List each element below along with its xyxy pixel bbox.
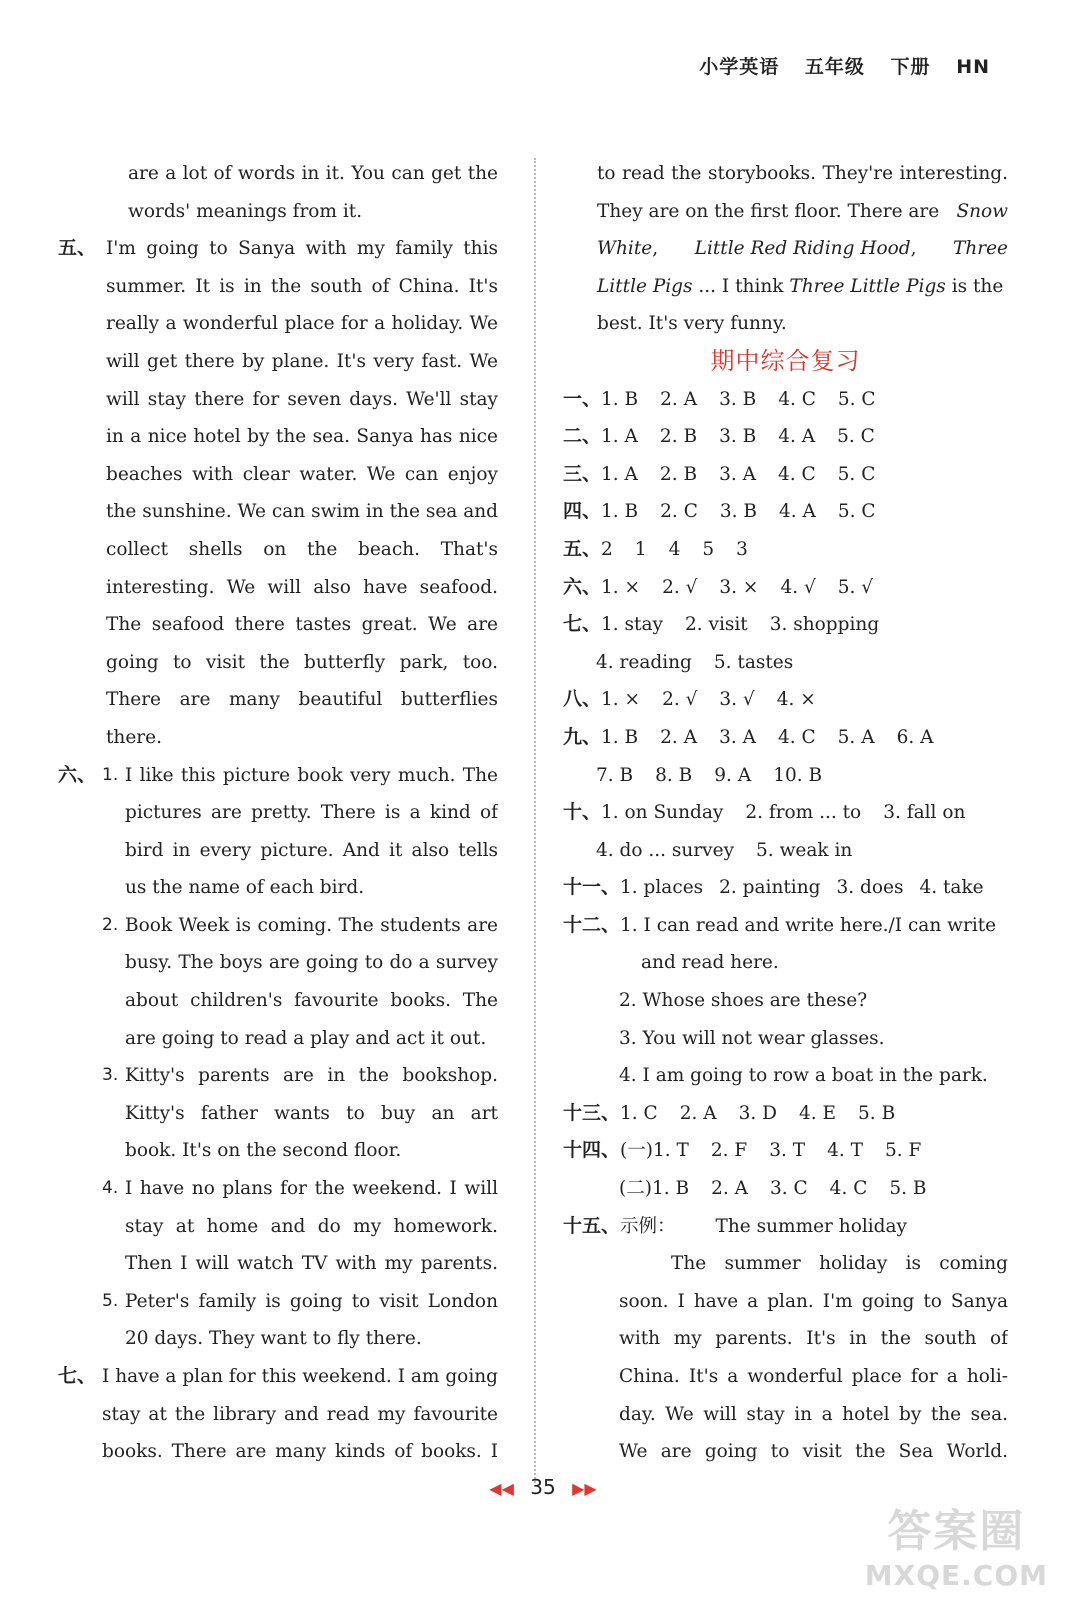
essay-title: The summer holiday (715, 1215, 907, 1237)
answer-row (596, 757, 1008, 795)
answer-item: 1. B (601, 726, 639, 748)
answer-item: 5. B (858, 1102, 896, 1124)
answer-item: 5. C (837, 463, 876, 485)
answer-item: 10. B (773, 764, 823, 786)
answer-key (563, 381, 1008, 1471)
text-line: Book Week is coming. The students are (125, 914, 498, 936)
answer-item: 7. B (596, 764, 634, 786)
answer-row (563, 1132, 1008, 1170)
essay-body (619, 1245, 1008, 1471)
answer-row (563, 418, 1008, 456)
answer-item (102, 1283, 498, 1358)
answer-row (563, 794, 1008, 832)
answer-row: 4. I am going to row a boat in the park. (619, 1065, 988, 1087)
question-label: 二、 (563, 425, 602, 448)
text-line: We are going to visit the Sea World. (619, 1441, 1008, 1463)
answer-item: 9. A (714, 764, 752, 786)
text-line: going to visit the butterfly park, too. (106, 651, 498, 673)
text-line: Kitty's parents are in the bookshop. (125, 1065, 498, 1087)
answer-item: 4. C (777, 463, 816, 485)
answer-row (619, 1170, 1008, 1208)
answer-row (596, 644, 1008, 682)
text-line: about children's favourite books. The (125, 990, 498, 1012)
text-line: stay at home and do my homework. (125, 1215, 498, 1237)
answer-item: 4. × (776, 689, 816, 711)
column-divider (534, 158, 536, 1483)
answer-item: 1. A (601, 463, 638, 485)
text-line: stay at the library and read my favourite (102, 1403, 498, 1425)
text-line: I have a plan for this weekend. I am going (102, 1366, 498, 1387)
answer-item: 5. √ (837, 576, 874, 598)
answer-row (596, 832, 1008, 870)
answer-item (102, 1057, 498, 1170)
section-title: 期中综合复习 (710, 346, 861, 375)
section-label: 七、 (58, 1365, 97, 1387)
answer-item: 2 (601, 538, 613, 560)
text-line: I like this picture book very much. The (125, 764, 498, 786)
prev-arrows-icon: ◀◀ (489, 1479, 514, 1498)
text-line: Kitty's father wants to buy an art (125, 1102, 498, 1124)
sub-part-label: (一) (620, 1140, 653, 1162)
answer-item: 3 (736, 538, 748, 560)
text-line: the sunshine. We can swim in the sea and (106, 501, 498, 523)
section-label: 五、 (58, 237, 97, 260)
answer-item: 1. places (620, 877, 704, 899)
text-line: are going to read a play and act it out. (125, 1027, 487, 1049)
answer-item: 4. C (778, 388, 816, 410)
text-line: soon. I have a plan. I'm going to Sanya (619, 1290, 1008, 1312)
answer-item: 5. B (889, 1178, 927, 1200)
item-number: 5. (102, 1290, 119, 1311)
text-line: bird in every picture. And it also tells (125, 839, 498, 861)
answer-item: 5. F (884, 1140, 922, 1162)
question-label: 三、 (563, 462, 602, 485)
question-label: 十四、 (563, 1139, 621, 1162)
answer-row (563, 1095, 1008, 1133)
book-title: Snow (956, 200, 1008, 222)
answer-item: 3. × (719, 576, 759, 598)
text-line (597, 193, 1008, 231)
answer-item: 5. C (837, 501, 876, 523)
book-title: Three Little Pigs (789, 275, 946, 297)
text-line: will stay there for seven days. We'll stay (106, 388, 498, 410)
text-span: They are on the first floor. There are (597, 200, 940, 222)
watermark-url: MXQE.COM (864, 1559, 1048, 1592)
question-label: 一、 (563, 387, 602, 410)
text-span: ... I think (692, 275, 790, 297)
answer-item (102, 757, 498, 907)
answer-item: 2. B (659, 463, 698, 485)
page-header (681, 52, 990, 79)
header-grade: 五年级 (804, 56, 865, 78)
answer-item: 3. √ (719, 689, 755, 711)
answer-item: 3. shopping (769, 614, 880, 636)
question-label: 五、 (563, 537, 602, 560)
answer-item: 8. B (655, 764, 693, 786)
answer-item: 2. F (710, 1140, 748, 1162)
question-label: 四、 (563, 500, 602, 523)
question-label: 十、 (563, 801, 602, 824)
text-line: are a lot of words in it. You can get the (128, 163, 498, 184)
answer-item: 4. T (827, 1140, 863, 1162)
right-column (563, 155, 1008, 1471)
answer-row (563, 869, 1008, 907)
left-column (58, 155, 498, 1471)
answer-item: 4. C (829, 1178, 868, 1200)
section-7 (58, 1358, 498, 1471)
text-line: The seafood there tastes great. We are (106, 614, 498, 636)
question-label: 十三、 (563, 1101, 621, 1124)
answer-item: 3. does (836, 877, 904, 899)
item-number: 1. (102, 764, 119, 785)
answer-row (563, 456, 1008, 494)
answer-row (563, 381, 1008, 419)
book-title: White (597, 238, 653, 260)
answer-item: 3. B (719, 501, 757, 523)
answer-item: 4. do ... survey (596, 839, 735, 861)
item-number: 2. (102, 914, 119, 935)
answer-item: 5 (702, 538, 715, 560)
answer-item: 2. visit (684, 614, 748, 636)
answer-item: 3. fall on (883, 802, 966, 824)
answer-row (563, 606, 1008, 644)
header-volume: 下册 (890, 56, 931, 78)
text-line: I'm going to Sanya with my family this (106, 238, 498, 260)
answer-item: 3. T (769, 1140, 806, 1162)
text-line: will get there by plane. It's very fast. We (106, 350, 498, 372)
answer-item: 1 (634, 538, 647, 560)
text-line: pictures are pretty. There is a kind of (125, 802, 498, 824)
answer-item: 3. B (719, 388, 757, 410)
continued-text (597, 155, 1008, 343)
answer-item: 4. √ (780, 576, 816, 598)
text-line: White, Little Red Riding Hood, Three (597, 230, 1008, 268)
next-arrows-icon: ▶▶ (572, 1479, 597, 1498)
text-line: Then I will watch TV with my parents. (125, 1253, 498, 1275)
answer-item: 2. A (679, 1102, 717, 1124)
question-label: 八、 (563, 688, 602, 711)
answer-item: 1. B (601, 388, 639, 410)
text-line: China. It's a wonderful place for a holi- (619, 1366, 1008, 1387)
answer-item: 2. A (711, 1178, 748, 1200)
answer-item: 2. C (660, 501, 698, 523)
answer-item: 1. A (601, 426, 638, 448)
text-line: with my parents. It's in the south of (619, 1328, 1008, 1350)
text-line: There are many beautiful butterflies (106, 689, 498, 711)
answer-item: 3. B (719, 426, 757, 448)
answer-item: 1. stay (601, 614, 663, 636)
answer-item: 4 (668, 538, 681, 560)
section-6 (58, 757, 498, 1359)
header-edition: HN (956, 56, 990, 78)
answer-item: 1. I can read and write here./I can write (620, 914, 997, 936)
answer-item: 2. A (660, 388, 698, 410)
answer-row (563, 531, 1008, 569)
answer-item: 5. C (837, 426, 875, 448)
text-line: The summer holiday is coming (671, 1253, 1008, 1275)
answer-item: 2. √ (662, 576, 698, 598)
section-5 (58, 230, 498, 756)
answer-item: 5. weak in (756, 839, 853, 861)
answer-item: 1. B (651, 1178, 690, 1200)
book-title: Little Red Riding Hood (694, 238, 911, 260)
answer-item: 4. A (778, 501, 816, 523)
text-line: collect shells on the beach. That's (106, 538, 498, 560)
answer-item: 3. C (769, 1178, 808, 1200)
answer-row (563, 1208, 1008, 1246)
text-line: interesting. We will also have seafood. (106, 576, 498, 598)
sub-part-label: (二) (619, 1178, 652, 1200)
answer-item: 1. B (601, 501, 639, 523)
header-subject: 小学英语 (699, 56, 780, 78)
text-line: I have no plans for the weekend. I will (125, 1178, 498, 1200)
text-line: really a wonderful place for a holiday. We (106, 313, 498, 335)
answer-item: 2. painting (719, 877, 821, 899)
question-label: 十二、 (563, 913, 621, 936)
book-title: Three (953, 238, 1008, 260)
text-line: us the name of each bird. (125, 877, 365, 899)
answer-row (563, 907, 1008, 945)
answer-item: 2. from ... to (745, 802, 862, 824)
answer-item: 5. C (837, 388, 876, 410)
question-label: 七、 (563, 613, 602, 636)
answer-item: 3. D (738, 1102, 777, 1124)
answer-row (563, 719, 1008, 757)
answer-item: 2. √ (662, 689, 698, 711)
item-number: 3. (102, 1065, 119, 1086)
text-line: book. It's on the second floor. (125, 1140, 402, 1162)
answer-item: 4. C (777, 726, 816, 748)
answer-item (102, 907, 498, 1057)
answer-item: 4. A (778, 426, 816, 448)
watermark (865, 1495, 1048, 1592)
text-line: Peter's family is going to visit London (125, 1290, 498, 1312)
answer-item: 1. T (652, 1140, 689, 1162)
answer-item: 6. A (896, 726, 934, 748)
section-label: 六、 (58, 763, 97, 786)
text-span: is the (945, 275, 1004, 297)
text-line: in a nice hotel by the sea. Sanya has nice (106, 426, 498, 448)
answer-item: 1. × (601, 689, 641, 711)
answer-item: 4. E (798, 1102, 837, 1124)
answer-item: 1. on Sunday (601, 802, 724, 824)
answer-item: 4. reading (596, 651, 692, 673)
question-label: 十五、 (563, 1214, 621, 1237)
question-label: 九、 (563, 725, 602, 748)
item-number: 4. (102, 1178, 119, 1199)
question-label: 十一、 (563, 876, 621, 899)
text-line: books. There are many kinds of books. I (102, 1441, 498, 1463)
answer-item (102, 1170, 498, 1283)
text-line: to read the storybooks. They're interesting. (597, 163, 1008, 184)
answer-row: 2. Whose shoes are these? (619, 990, 868, 1012)
text-line: beaches with clear water. We can enjoy (106, 463, 498, 485)
answer-item: 2. A (660, 726, 698, 748)
answer-item: 3. A (719, 463, 756, 485)
text-line: summer. It is in the south of China. It's (106, 275, 498, 297)
text-line (597, 268, 1008, 306)
answer-item: 4. take (919, 877, 984, 899)
answer-item: 5. A (837, 726, 875, 748)
text-line: 20 days. They want to fly there. (125, 1328, 422, 1350)
answer-item: 1. × (601, 576, 641, 598)
text-line: best. It's very funny. (597, 313, 787, 335)
example-label: 示例： (620, 1215, 676, 1237)
answer-row (563, 681, 1008, 719)
text-line: words' meanings from it. (128, 200, 363, 222)
text-line: day. We will stay in a hotel by the sea. (619, 1403, 1008, 1425)
question-label: 六、 (563, 575, 602, 598)
watermark-logo: 答案圈 (887, 1506, 1026, 1557)
answer-item: 1. C (620, 1102, 658, 1124)
answer-row (563, 493, 1008, 531)
answer-item: 5. tastes (713, 651, 794, 673)
answer-item: 2. B (659, 426, 698, 448)
answer-row: and read here. (641, 952, 779, 974)
answer-row (563, 569, 1008, 607)
text-line: busy. The boys are going to do a survey (125, 952, 498, 974)
book-title: Little Pigs (597, 275, 693, 297)
text-line: there. (106, 726, 162, 748)
answer-row: 3. You will not wear glasses. (619, 1027, 885, 1049)
answer-item: 3. A (719, 726, 756, 748)
page-number: 35 (530, 1475, 556, 1499)
